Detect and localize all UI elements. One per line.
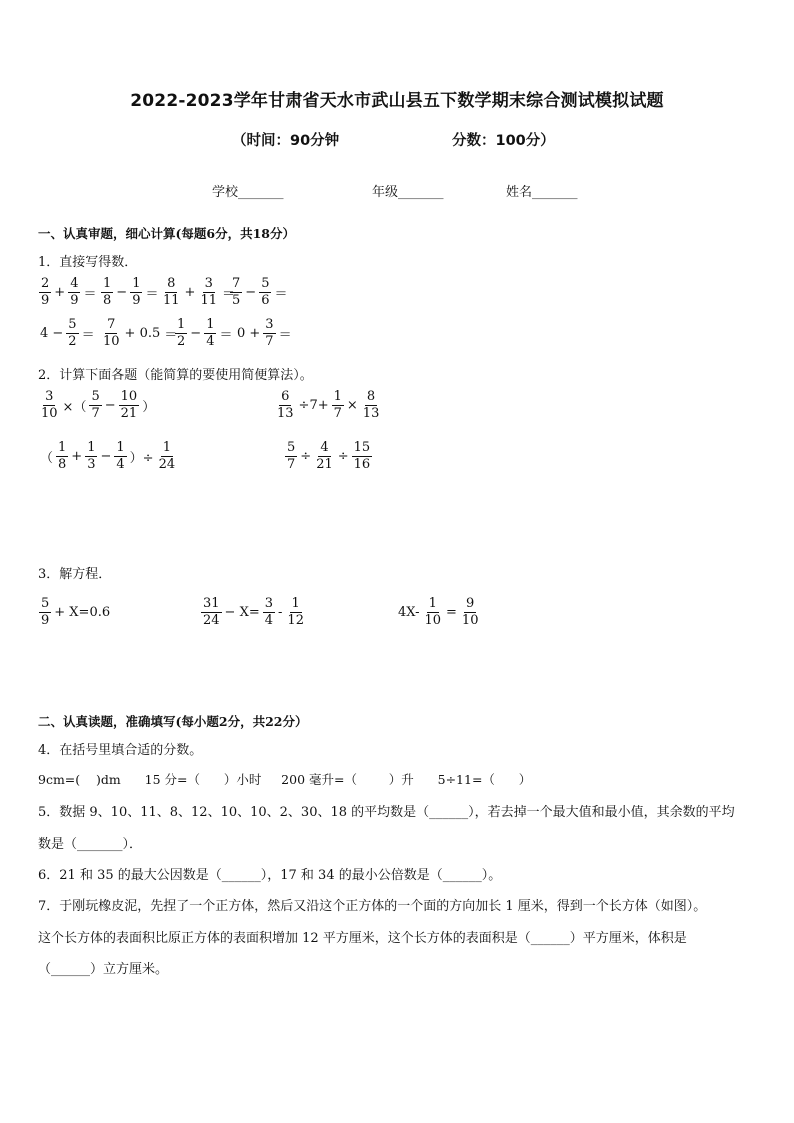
fraction-denominator: 10: [424, 612, 442, 628]
fraction-numerator: 1: [103, 276, 112, 291]
fraction-denominator: 9: [70, 292, 79, 308]
fraction-numerator: 5: [287, 440, 296, 455]
math-operator: −: [190, 325, 202, 341]
q2-expression-4: [284, 441, 373, 471]
fraction-numerator: 1: [116, 440, 125, 455]
q1-item-5: [38, 318, 97, 348]
q2-expression-3: [38, 441, 178, 471]
fraction-denominator: 4: [206, 333, 215, 349]
fraction-numerator: 1: [428, 596, 437, 611]
fraction-denominator: 7: [265, 333, 274, 349]
fraction: [101, 277, 113, 307]
fraction-denominator: 11: [200, 292, 217, 308]
math-operator: （: [40, 450, 54, 466]
fraction-denominator: 8: [58, 456, 67, 472]
fraction-denominator: 10: [41, 405, 58, 421]
q1-item-7: [174, 318, 234, 348]
fraction: [275, 390, 296, 420]
fraction-numerator: 1: [162, 440, 171, 455]
fraction-denominator: 7: [287, 456, 296, 472]
fraction: [204, 318, 216, 348]
math-operator: 4X-: [398, 604, 420, 620]
fraction-numerator: 7: [107, 317, 116, 332]
equals-sign: ＝: [219, 327, 233, 343]
fraction: [422, 597, 443, 627]
fraction: [157, 441, 178, 471]
fraction-denominator: 7: [91, 405, 100, 421]
question-2-label: 2．计算下面各题（能简算的要使用简便算法）。: [38, 368, 313, 383]
grade-field: 年级_______: [372, 185, 444, 200]
q1-item-4: [229, 277, 289, 307]
equals-sign: ＝: [222, 286, 236, 302]
fraction: [198, 277, 219, 307]
q3-equation-3: [396, 597, 481, 627]
q1-item-2: [100, 277, 160, 307]
fraction-denominator: 2: [177, 333, 186, 349]
fraction: [361, 390, 382, 420]
question-4-blanks: 9cm=( )dm 15 分=（ ）小时 200 毫升=（ ）升 5÷11=（ ）: [38, 772, 532, 787]
fraction-numerator: 3: [264, 596, 274, 611]
fraction-numerator: 1: [87, 440, 96, 455]
fraction-numerator: 1: [58, 440, 67, 455]
fraction: [352, 441, 373, 471]
fraction-numerator: 7: [232, 276, 241, 291]
fraction-numerator: 1: [206, 317, 215, 332]
math-operator: −: [245, 284, 257, 300]
fraction: [201, 597, 222, 627]
fraction-numerator: 5: [68, 317, 77, 332]
fraction: [263, 318, 275, 348]
fraction-denominator: 21: [316, 456, 333, 472]
fraction: [85, 441, 97, 471]
question-6: 6．21 和 35 的最大公因数是（______），17 和 34 的最小公倍数是（______）。: [38, 868, 502, 883]
exam-time: （时间：90分钟: [232, 133, 340, 149]
question-5-line-2: 数是（_______）．: [38, 837, 143, 852]
name-field: 姓名_______: [506, 185, 578, 200]
fraction-numerator: 4: [320, 440, 329, 455]
fraction-numerator: 2: [41, 276, 50, 291]
fraction: [130, 277, 142, 307]
page-title: 2022-2023学年甘肃省天水市武山县五下数学期末综合测试模拟试题: [130, 91, 664, 111]
q1-item-6: [100, 318, 179, 348]
fraction-numerator: 1: [177, 317, 186, 332]
fraction-denominator: 16: [353, 456, 371, 472]
math-operator: +: [71, 448, 83, 464]
fraction-denominator: 12: [287, 612, 304, 628]
fraction: [39, 277, 51, 307]
fraction-numerator: 6: [281, 389, 290, 404]
math-operator: + 0.5: [124, 325, 161, 341]
equals-sign: ＝: [83, 286, 97, 302]
fraction: [161, 277, 182, 307]
fraction-denominator: 13: [362, 405, 380, 421]
school-field: 学校_______: [212, 185, 284, 200]
math-operator: −: [104, 397, 116, 413]
question-5-line-1: 5．数据 9、10、11、8、12、10、10、2、30、18 的平均数是（______），若去掉一个最大值和最小值，其余数的平均: [38, 805, 735, 820]
fraction: [68, 277, 80, 307]
fraction: [259, 277, 271, 307]
math-operator: ）÷: [129, 450, 154, 466]
fraction-numerator: 5: [261, 276, 270, 291]
math-operator: ×: [346, 397, 358, 413]
fraction-numerator: 8: [366, 389, 376, 404]
fraction: [314, 441, 335, 471]
fraction: [263, 597, 275, 627]
fraction-numerator: 1: [132, 276, 141, 291]
math-operator: + X=0.6: [54, 604, 111, 620]
fraction-numerator: 3: [204, 276, 213, 291]
fraction: [56, 441, 68, 471]
fraction: [460, 597, 481, 627]
fraction-denominator: 24: [158, 456, 176, 472]
section-1-heading: 一、认真审题，细心计算(每题6分，共18分）: [38, 226, 296, 241]
fraction-denominator: 9: [132, 292, 141, 308]
q1-item-1: [38, 277, 98, 307]
equals-sign: ＝: [145, 286, 159, 302]
fraction-numerator: 4: [70, 276, 79, 291]
math-operator: ×（: [62, 399, 87, 415]
equals-sign: ＝: [81, 327, 95, 343]
math-operator: ）: [142, 399, 156, 415]
math-operator: +: [54, 284, 66, 300]
fraction: [114, 441, 126, 471]
fraction-numerator: 8: [167, 276, 176, 291]
fraction-denominator: 10: [103, 333, 120, 349]
math-operator: 4 −: [40, 325, 64, 341]
math-operator: − X=: [224, 604, 260, 620]
q2-expression-2: [274, 390, 382, 420]
fraction-denominator: 5: [232, 292, 241, 308]
fraction: [230, 277, 242, 307]
question-7-line-2: 这个长方体的表面积比原正方体的表面积增加 12 平方厘米，这个长方体的表面积是（______）平方厘米，体积是: [38, 931, 687, 946]
fraction-denominator: 6: [261, 292, 270, 308]
fraction-numerator: 10: [120, 389, 138, 404]
section-2-heading: 二、认真读题，准确填写(每小题2分，共22分）: [38, 714, 308, 729]
question-1-label: 1．直接写得数．: [38, 255, 138, 270]
exam-score: 分数：100分）: [452, 133, 555, 149]
fraction-denominator: 4: [116, 456, 125, 472]
q1-item-3: [160, 277, 237, 307]
fraction-numerator: 9: [466, 596, 475, 611]
math-operator: =: [446, 604, 457, 620]
fraction-numerator: 15: [353, 440, 371, 455]
math-operator: +: [184, 284, 196, 300]
question-4-label: 4．在括号里填合适的分数。: [38, 743, 203, 758]
fraction: [39, 390, 60, 420]
fraction-denominator: 9: [41, 612, 50, 628]
fraction-denominator: 8: [103, 292, 112, 308]
fraction-denominator: 21: [120, 405, 138, 421]
fraction-denominator: 4: [264, 612, 274, 628]
fraction-numerator: 5: [41, 596, 50, 611]
math-operator: ÷7+: [298, 397, 329, 413]
equals-sign: ＝: [278, 327, 292, 343]
question-7-line-1: 7．于刚玩橡皮泥，先捏了一个正方体，然后又沿这个正方体的一个面的方向加长 1 厘米，得到一个长方体（如图）。: [38, 899, 707, 914]
math-operator: ÷: [337, 448, 349, 464]
fraction: [101, 318, 122, 348]
fraction-denominator: 7: [333, 405, 342, 421]
q3-equation-1: [38, 597, 112, 627]
fraction-denominator: 13: [277, 405, 294, 421]
fraction-denominator: 2: [68, 333, 77, 349]
question-7-line-3: （______）立方厘米。: [38, 962, 169, 977]
equals-sign: ＝: [164, 327, 178, 343]
fraction-numerator: 3: [45, 389, 54, 404]
fraction: [332, 390, 344, 420]
fraction-denominator: 24: [203, 612, 220, 628]
fraction-denominator: 3: [87, 456, 96, 472]
fraction-numerator: 1: [333, 389, 342, 404]
fraction-numerator: 3: [265, 317, 274, 332]
fraction: [66, 318, 78, 348]
fraction-denominator: 9: [41, 292, 50, 308]
q3-equation-2: [200, 597, 307, 627]
fraction-denominator: 10: [461, 612, 479, 628]
math-operator: ÷: [300, 448, 312, 464]
fraction: [119, 390, 140, 420]
fraction: [89, 390, 101, 420]
q2-expression-1: [38, 390, 157, 420]
fraction-numerator: 1: [291, 596, 300, 611]
question-3-label: 3．解方程．: [38, 567, 112, 582]
fraction-numerator: 31: [203, 596, 220, 611]
q1-item-8: [235, 318, 294, 348]
fraction-denominator: 11: [163, 292, 180, 308]
fraction: [175, 318, 187, 348]
fraction: [285, 597, 306, 627]
math-operator: -: [278, 604, 283, 620]
math-operator: −: [116, 284, 128, 300]
fraction: [39, 597, 51, 627]
math-operator: −: [100, 448, 112, 464]
equals-sign: ＝: [274, 286, 288, 302]
fraction: [285, 441, 297, 471]
fraction-numerator: 5: [91, 389, 100, 404]
math-operator: 0 +: [237, 325, 261, 341]
